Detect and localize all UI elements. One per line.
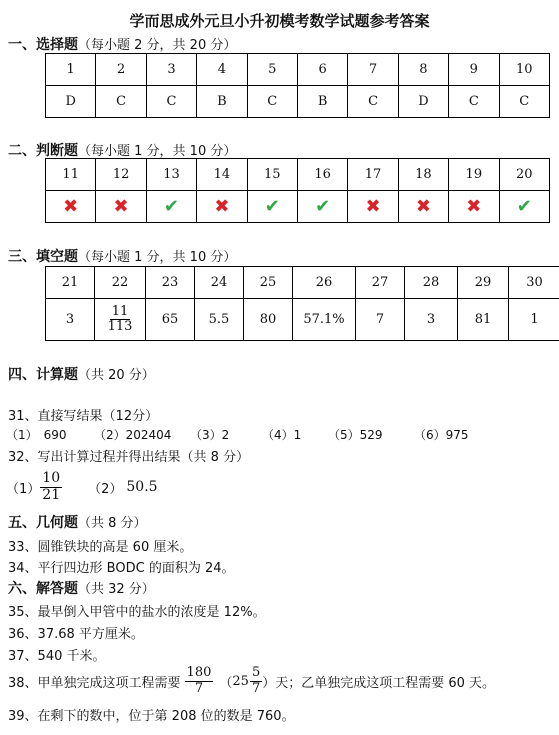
section6-heading (8, 578, 155, 598)
q32-part2-value: 50.5 (126, 479, 158, 495)
question-number-cell: 24 (195, 267, 244, 299)
q22-fraction (106, 305, 135, 335)
question-number-cell: 11 (46, 159, 96, 191)
answer-cell: 5.5 (195, 299, 244, 341)
cross-mark-icon: ✖ (63, 196, 79, 217)
cross-mark-icon: ✖ (365, 196, 381, 217)
question-number-cell: 26 (293, 267, 356, 299)
answer-cell: C (499, 86, 549, 118)
section4-label: 四、计算题 (8, 367, 78, 383)
answer-cell: 65 (146, 299, 195, 341)
q32-answers (6, 466, 158, 508)
q37-answer: 37、540 千米。 (8, 649, 106, 664)
q31-item-3: （3）2 (190, 428, 230, 442)
answer-cell: C (247, 86, 297, 118)
q31-item-6: （6）975 (414, 428, 469, 442)
section4-heading (8, 364, 155, 384)
q33-answer: 33、圆锥铁块的高是 60 厘米。 (8, 540, 193, 555)
answer-cell: C (146, 86, 196, 118)
q38-mixed-whole: 25 (232, 673, 249, 689)
answer-cell: 57.1% (293, 299, 356, 341)
q32-heading: 32、写出计算过程并得出结果（共 8 分） (8, 450, 250, 465)
table-row (46, 159, 550, 191)
check-mark-icon: ✔ (315, 196, 331, 217)
answer-cell: C (96, 86, 146, 118)
table-row (46, 191, 550, 223)
question-number-cell: 6 (297, 54, 347, 86)
question-number-cell: 28 (405, 267, 458, 299)
fraction-denominator: 7 (194, 680, 204, 696)
q38-answer (8, 660, 495, 702)
section2-label: 二、判断题 (8, 143, 78, 159)
section5-note: （共 8 分） (78, 516, 147, 531)
cross-mark-icon: ✖ (214, 196, 230, 217)
choice-answer-table (45, 53, 550, 118)
answer-cell (197, 191, 247, 223)
fraction-numerator: 180 (186, 665, 212, 681)
section2-note: （每小题 1 分，共 10 分） (78, 144, 237, 159)
q38-paren-open: （ (219, 675, 233, 691)
answer-cell (95, 299, 146, 341)
table-row (46, 54, 550, 86)
cross-mark-icon: ✖ (466, 196, 482, 217)
check-mark-icon: ✔ (516, 196, 532, 217)
q34-answer: 34、平行四边形 BODC 的面积为 24。 (8, 561, 235, 576)
answer-cell (449, 191, 499, 223)
answer-cell (398, 191, 448, 223)
table-row (46, 86, 550, 118)
question-number-cell: 17 (348, 159, 398, 191)
answer-cell (297, 191, 347, 223)
section3-label: 三、填空题 (8, 249, 78, 265)
question-number-cell: 1 (46, 54, 96, 86)
question-number-cell: 3 (146, 54, 196, 86)
section2-heading (8, 140, 236, 160)
page-title: 学而思成外元旦小升初模考数学试题参考答案 (129, 12, 430, 30)
answer-cell (146, 191, 196, 223)
section5-heading (8, 512, 147, 532)
question-number-cell: 25 (244, 267, 293, 299)
answer-cell: 3 (405, 299, 458, 341)
cross-mark-icon: ✖ (415, 196, 431, 217)
answer-cell: C (348, 86, 398, 118)
q38-mixed-fraction (250, 666, 262, 696)
q31-item-4: （4）1 (262, 428, 302, 442)
question-number-cell: 18 (398, 159, 448, 191)
answer-cell: 80 (244, 299, 293, 341)
question-number-cell: 2 (96, 54, 146, 86)
section3-note: （每小题 1 分，共 10 分） (78, 250, 237, 265)
q35-answer: 35、最早倒入甲管中的盐水的浓度是 12%。 (8, 605, 266, 620)
answer-cell: C (449, 86, 499, 118)
question-number-cell: 30 (509, 267, 559, 299)
question-number-cell: 22 (95, 267, 146, 299)
question-number-cell: 29 (458, 267, 509, 299)
answer-cell: 7 (356, 299, 405, 341)
question-number-cell: 27 (356, 267, 405, 299)
section4-note: （共 20 分） (78, 368, 155, 383)
section6-label: 六、解答题 (8, 581, 78, 597)
question-number-cell: 4 (197, 54, 247, 86)
q31-heading: 31、直接写结果（12分） (8, 409, 159, 424)
fraction-denominator: 21 (42, 486, 61, 503)
question-number-cell: 9 (449, 54, 499, 86)
table-row (46, 267, 559, 299)
q38-suffix: ）天；乙单独完成这项工程需要 60 天。 (262, 675, 496, 691)
question-number-cell: 14 (197, 159, 247, 191)
question-number-cell: 7 (348, 54, 398, 86)
answer-cell (499, 191, 549, 223)
q39-answer: 39、在剩下的数中，位于第 208 位的数是 760。 (8, 709, 295, 724)
q38-prefix: 38、甲单独完成这项工程需要 (8, 675, 181, 691)
answer-cell: 3 (46, 299, 95, 341)
question-number-cell: 20 (499, 159, 549, 191)
answer-cell (46, 191, 96, 223)
answer-cell: 81 (458, 299, 509, 341)
q38-fraction-total (185, 666, 214, 696)
question-number-cell: 23 (146, 267, 195, 299)
q32-part1-label: （1） (6, 481, 41, 497)
q31-answers (6, 426, 469, 443)
section1-label: 一、选择题 (8, 37, 78, 53)
question-number-cell: 10 (499, 54, 549, 86)
fraction-denominator: 113 (107, 319, 133, 334)
section1-note: （每小题 2 分，共 20 分） (78, 38, 237, 53)
fraction-numerator: 10 (42, 470, 61, 487)
check-mark-icon: ✔ (163, 196, 180, 217)
answer-cell: B (297, 86, 347, 118)
fraction-numerator: 5 (251, 665, 261, 681)
question-number-cell: 19 (449, 159, 499, 191)
check-mark-icon: ✔ (264, 196, 280, 217)
answer-cell: D (398, 86, 448, 118)
section1-heading (8, 34, 236, 54)
fraction-denominator: 7 (251, 680, 261, 696)
table-row (46, 299, 559, 341)
q31-item-2: （2）202404 (94, 428, 172, 442)
q32-part2-label: （2） (88, 481, 123, 497)
question-number-cell: 16 (297, 159, 347, 191)
question-number-cell: 15 (247, 159, 297, 191)
answer-cell (247, 191, 297, 223)
answer-cell: D (46, 86, 96, 118)
section5-label: 五、几何题 (8, 515, 78, 531)
fraction-numerator: 11 (111, 303, 129, 319)
cross-mark-icon: ✖ (113, 196, 129, 217)
answer-cell (96, 191, 146, 223)
question-number-cell: 12 (96, 159, 146, 191)
q36-answer: 36、37.68 平方厘米。 (8, 627, 144, 642)
answer-cell: B (197, 86, 247, 118)
question-number-cell: 5 (247, 54, 297, 86)
section3-heading (8, 246, 236, 266)
fill-answer-table (45, 266, 559, 341)
q31-item-5: （5）529 (328, 428, 383, 442)
question-number-cell: 13 (146, 159, 196, 191)
q32-fraction (40, 471, 62, 503)
q31-item-1: （1） 690 (6, 428, 67, 442)
answer-cell (348, 191, 398, 223)
question-number-cell: 21 (46, 267, 95, 299)
section6-note: （共 32 分） (78, 582, 155, 597)
judge-answer-table (45, 158, 550, 223)
answer-cell: 1 (509, 299, 559, 341)
question-number-cell: 8 (398, 54, 448, 86)
